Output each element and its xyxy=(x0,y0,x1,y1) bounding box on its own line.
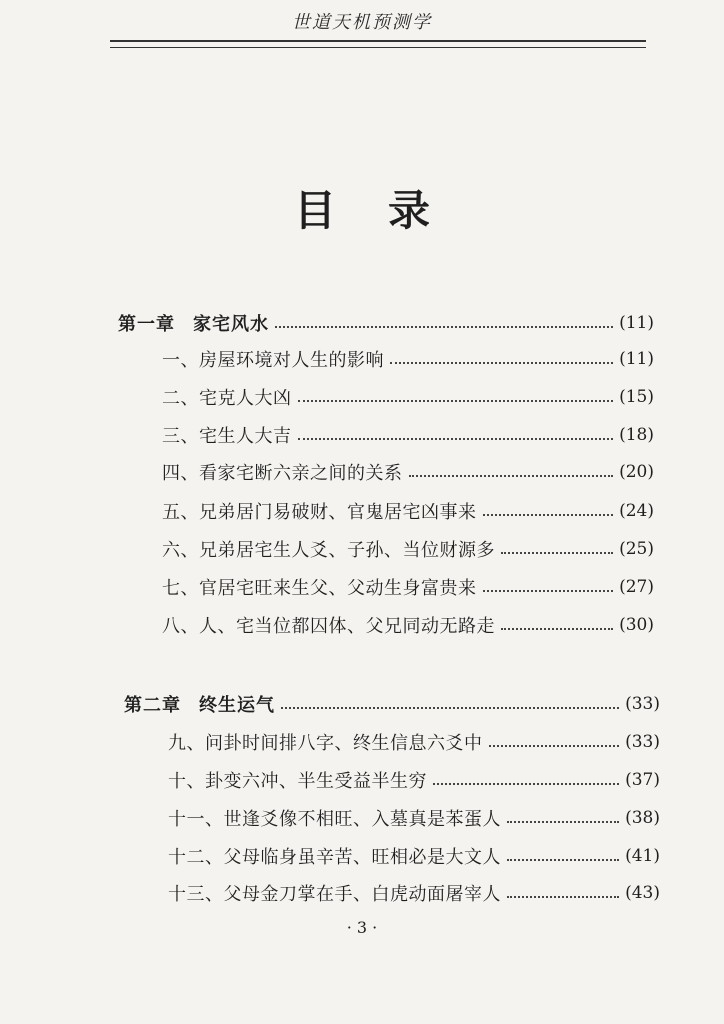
dot-leader xyxy=(507,896,619,898)
item-title: 十二、父母临身虽辛苦、旺相必是大文人 xyxy=(168,847,501,868)
page-reference: (27) xyxy=(619,577,654,597)
page-reference: (18) xyxy=(619,425,654,445)
toc-chapter[interactable] xyxy=(118,308,654,338)
item-title: 七、官居宅旺来生父、父动生身富贵来 xyxy=(162,578,477,599)
item-title: 五、兄弟居门易破财、官鬼居宅凶事来 xyxy=(162,502,477,523)
dot-leader xyxy=(275,326,613,328)
item-title: 十、卦变六冲、半生受益半生穷 xyxy=(168,771,427,792)
toc-item[interactable] xyxy=(168,803,660,833)
dot-leader xyxy=(281,707,619,709)
page-reference: (43) xyxy=(625,883,660,903)
toc-item[interactable] xyxy=(168,727,660,757)
item-title: 九、问卦时间排八字、终生信息六爻中 xyxy=(168,733,483,754)
page-reference: (33) xyxy=(625,694,660,714)
dot-leader xyxy=(507,821,619,823)
toc-item[interactable] xyxy=(168,841,660,871)
header-rule xyxy=(110,40,646,48)
dot-leader xyxy=(433,783,619,785)
dot-leader xyxy=(489,745,620,747)
item-title: 十三、父母金刀掌在手、白虎动面屠宰人 xyxy=(168,884,501,905)
page-reference: (15) xyxy=(619,387,654,407)
page-reference: (33) xyxy=(625,732,660,752)
dot-leader xyxy=(483,514,614,516)
chapter-heading xyxy=(124,691,275,717)
dot-leader xyxy=(298,438,614,440)
item-title: 四、看家宅断六亲之间的关系 xyxy=(162,463,403,484)
dot-leader xyxy=(507,859,619,861)
toc-item[interactable] xyxy=(162,344,654,374)
page-reference: (20) xyxy=(619,462,654,482)
item-title: 三、宅生人大吉 xyxy=(162,426,292,447)
dot-leader xyxy=(501,628,613,630)
item-title: 十一、世逢爻像不相旺、入墓真是苯蛋人 xyxy=(168,809,501,830)
running-header: 世道天机预测学 xyxy=(292,12,432,33)
page-reference: (37) xyxy=(625,770,660,790)
toc-item[interactable] xyxy=(168,765,660,795)
page-reference: (25) xyxy=(619,539,654,559)
page-reference: (30) xyxy=(619,615,654,635)
dot-leader xyxy=(298,400,614,402)
toc-item[interactable] xyxy=(162,457,654,487)
page-reference: (24) xyxy=(619,501,654,521)
page-reference: (11) xyxy=(619,313,654,333)
toc-item[interactable] xyxy=(162,420,654,450)
toc-item[interactable] xyxy=(162,496,654,526)
dot-leader xyxy=(409,475,614,477)
toc-item[interactable] xyxy=(168,878,660,908)
chapter-title: 家宅风水 xyxy=(193,314,269,335)
chapter-title: 终生运气 xyxy=(199,695,275,716)
toc-item[interactable] xyxy=(162,534,654,564)
toc-chapter[interactable] xyxy=(124,689,660,719)
toc-item[interactable] xyxy=(162,572,654,602)
page-reference: (41) xyxy=(625,846,660,866)
chapter-label: 第二章 xyxy=(124,695,181,716)
dot-leader xyxy=(483,590,614,592)
page-reference: (38) xyxy=(625,808,660,828)
item-title: 六、兄弟居宅生人爻、子孙、当位财源多 xyxy=(162,540,495,561)
dot-leader xyxy=(390,362,613,364)
page-number: · 3 · xyxy=(346,918,378,937)
page-reference: (11) xyxy=(619,349,654,369)
toc-title: 目录 xyxy=(293,186,482,235)
item-title: 八、人、宅当位都囚体、父兄同动无路走 xyxy=(162,616,495,637)
dot-leader xyxy=(501,552,613,554)
toc-item[interactable] xyxy=(162,382,654,412)
chapter-heading xyxy=(118,310,269,336)
toc-item[interactable] xyxy=(162,610,654,640)
chapter-label: 第一章 xyxy=(118,314,175,335)
item-title: 二、宅克人大凶 xyxy=(162,388,292,409)
item-title: 一、房屋环境对人生的影响 xyxy=(162,350,384,371)
